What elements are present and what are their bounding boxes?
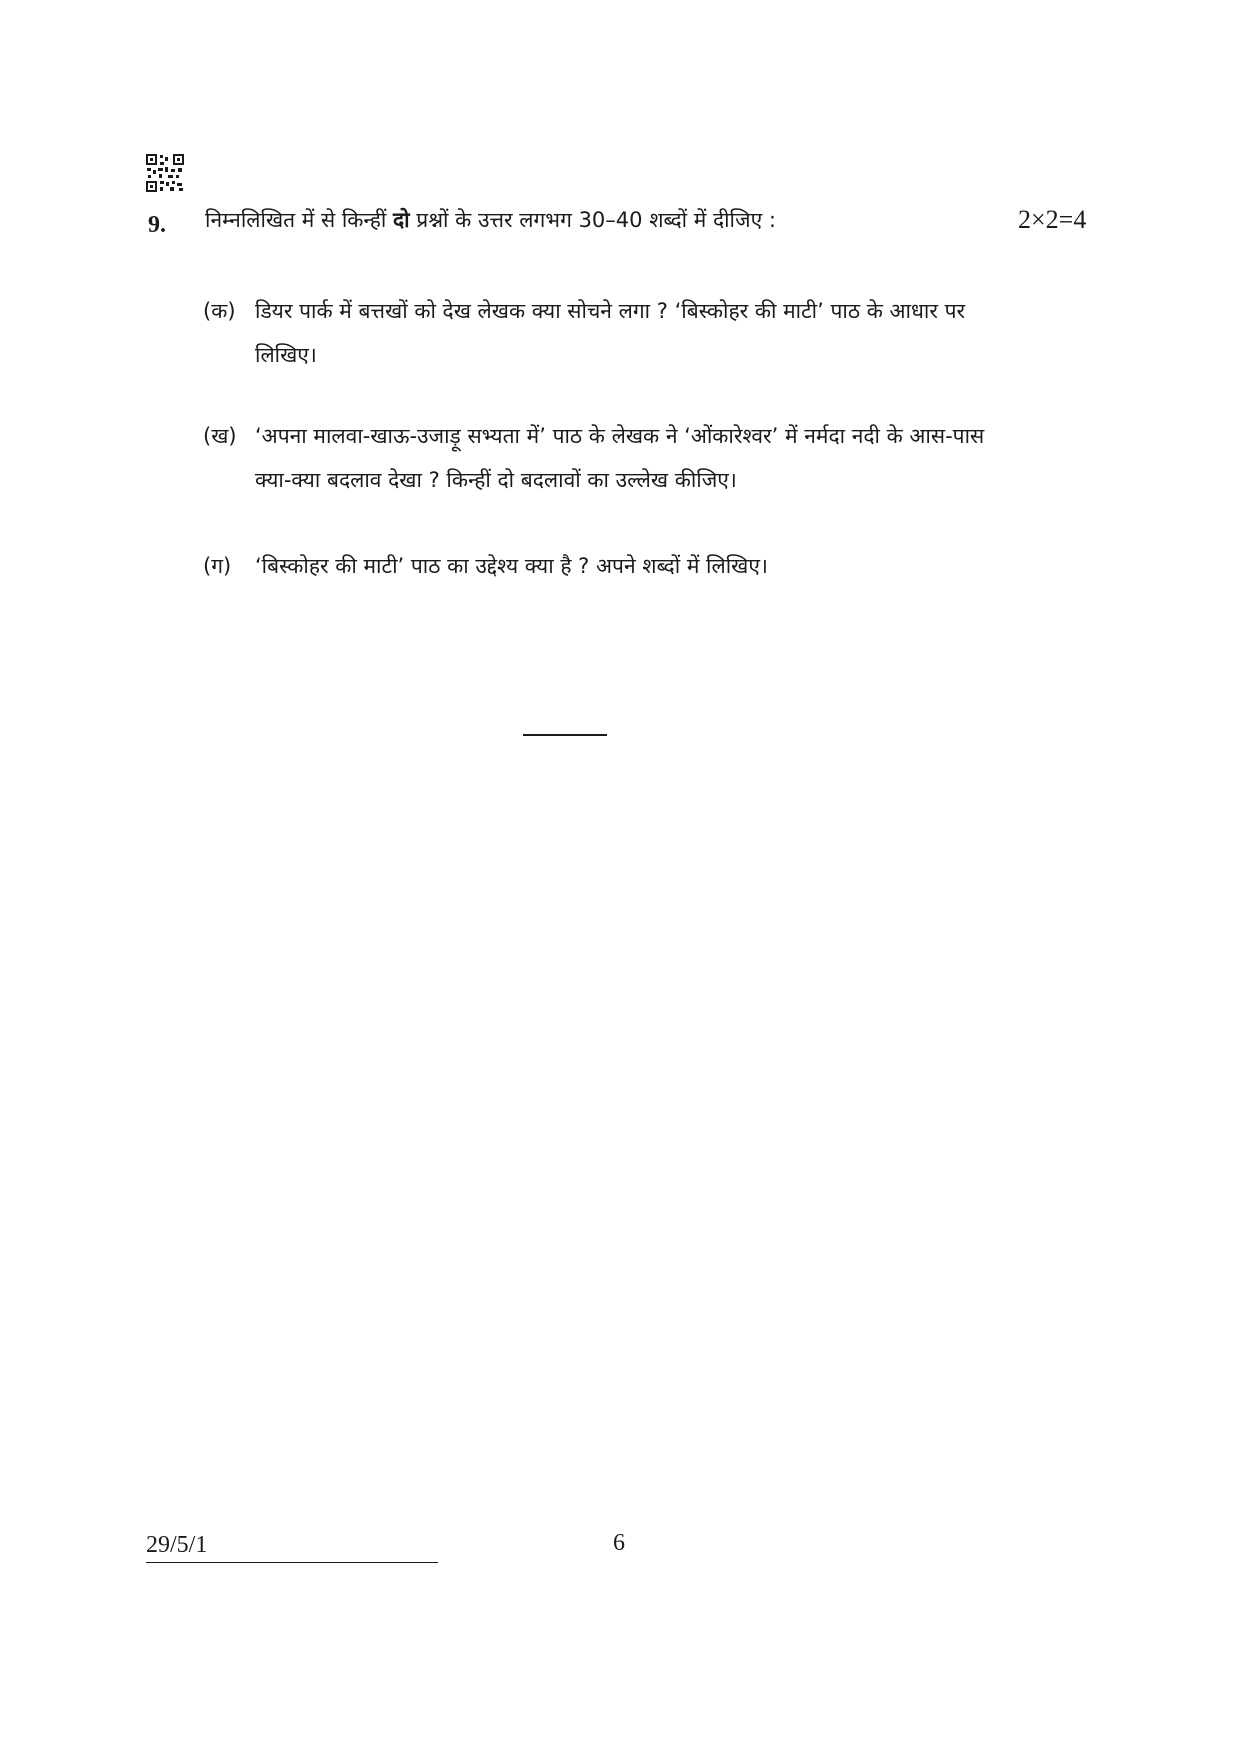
question-number: 9.	[148, 212, 166, 238]
question-marks: 2×2=4	[1018, 205, 1087, 234]
sub-question-label: (ख)	[203, 424, 237, 448]
footer-divider	[146, 1562, 438, 1563]
sub-question-text: ‘बिस्कोहर की माटी’ पाठ का उद्देश्य क्या है ? अपने शब्दों में लिखिए।	[255, 554, 768, 578]
sub-question-label: (क)	[203, 299, 236, 323]
instruction-emphasis: दो	[392, 208, 410, 232]
question-instruction	[205, 206, 776, 234]
qr-code-icon	[146, 154, 184, 192]
instruction-part-1: निम्नलिखित में से किन्हीं	[205, 208, 393, 232]
page-number: 6	[613, 1530, 625, 1556]
instruction-part-2: प्रश्नों के उत्तर लगभग 30–40 शब्दों में दीजिए :	[409, 208, 776, 232]
sub-question-label: (ग)	[203, 554, 232, 578]
sub-question-text: डियर पार्क में बत्तखों को देख लेखक क्या सोचने लगा ? ‘बिस्कोहर की माटी’ पाठ के आधार पर लिखिए।	[255, 299, 966, 367]
end-of-paper-rule	[523, 734, 607, 736]
paper-code: 29/5/1	[146, 1532, 208, 1558]
sub-question-text: ‘अपना मालवा-खाऊ-उजाड़ू सभ्यता में’ पाठ के लेखक ने ‘ओंकारेश्वर’ में नर्मदा नदी के आस-पास क्या-क्या बदलाव देखा ? किन्हीं दो बदलावों का उल्लेख कीजिए।	[255, 424, 985, 492]
